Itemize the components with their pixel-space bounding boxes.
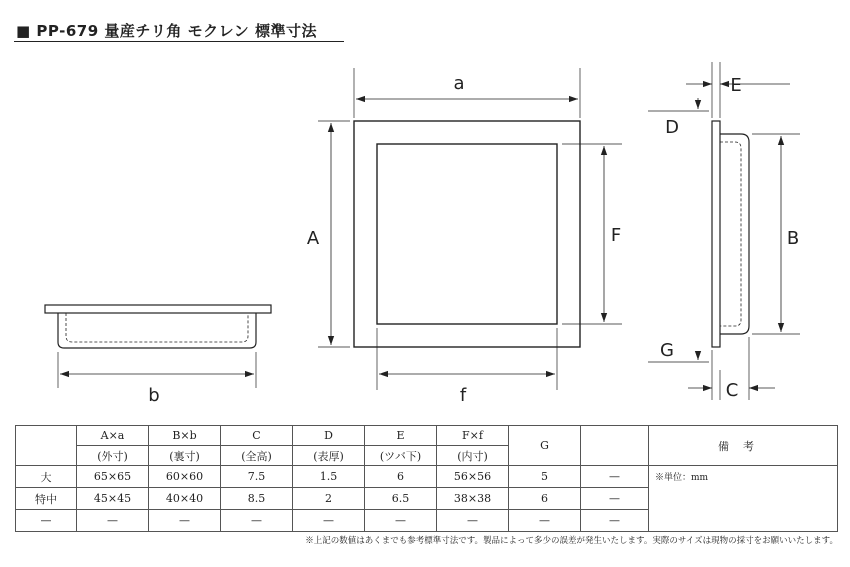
table-cell: 40×40 <box>149 488 221 510</box>
header-cell: B×b <box>149 426 221 446</box>
table-cell: 2 <box>293 488 365 510</box>
dim-label-C: C <box>725 380 739 401</box>
table-cell: 45×45 <box>77 488 149 510</box>
header-cell: E <box>365 426 437 446</box>
table-cell: — <box>221 510 293 532</box>
table-cell: 1.5 <box>293 466 365 488</box>
header-cell: D <box>293 426 365 446</box>
table-cell: 60×60 <box>149 466 221 488</box>
table-cell: — <box>16 510 77 532</box>
profile-view-bottom <box>45 305 271 388</box>
dim-label-D: D <box>665 117 679 138</box>
table-cell: 56×56 <box>437 466 509 488</box>
header-subcell: (表厚) <box>293 446 365 466</box>
dim-label-B: B <box>786 228 800 249</box>
table-cell: 8.5 <box>221 488 293 510</box>
dim-label-E: E <box>730 75 742 96</box>
footnote: ※上記の数値はあくまでも参考標準寸法です。製品によって多少の誤差が発生いたします。実際のサイズは現物の採寸をお願いいたします。 <box>305 536 838 546</box>
dim-label-b: b <box>148 385 160 406</box>
table-cell: — <box>365 510 437 532</box>
header-subcell: (外寸) <box>77 446 149 466</box>
table-cell: — <box>437 510 509 532</box>
table-cell: 大 <box>16 466 77 488</box>
page-title: ■ PP-679 量産チリ角 モクレン 標準寸法 <box>16 22 317 40</box>
table-cell: — <box>293 510 365 532</box>
header-cell <box>581 426 649 466</box>
dim-label-A: A <box>306 228 320 249</box>
remarks-header: 備考 <box>649 426 838 466</box>
dim-label-f: f <box>459 385 467 406</box>
table-cell: 特中 <box>16 488 77 510</box>
table-cell: 7.5 <box>221 466 293 488</box>
dim-label-F: F <box>610 225 622 246</box>
table-cell: 6.5 <box>365 488 437 510</box>
table-cell: — <box>581 488 649 510</box>
header-subcell: (全高) <box>221 446 293 466</box>
header-cell: F×f <box>437 426 509 446</box>
table-cell: 65×65 <box>77 466 149 488</box>
header-cell: C <box>221 426 293 446</box>
dimension-table <box>15 425 838 532</box>
table-header-row <box>16 426 838 446</box>
table-cell: — <box>581 466 649 488</box>
table-cell: — <box>509 510 581 532</box>
table-cell: 38×38 <box>437 488 509 510</box>
inner-opening <box>377 144 557 324</box>
dim-label-a: a <box>453 73 465 94</box>
table-cell: — <box>77 510 149 532</box>
table-cell: 5 <box>509 466 581 488</box>
header-subcell: (内寸) <box>437 446 509 466</box>
header-cell <box>16 426 77 466</box>
dim-label-G: G <box>660 340 674 361</box>
table-cell: 6 <box>365 466 437 488</box>
header-cell: G <box>509 426 581 466</box>
header-subcell: (裏寸) <box>149 446 221 466</box>
header-subcell: (ツバ下) <box>365 446 437 466</box>
table-cell: — <box>581 510 649 532</box>
front-view <box>318 68 622 390</box>
header-cell: A×a <box>77 426 149 446</box>
remarks-note: ※単位：mm <box>649 466 838 532</box>
table-cell: 6 <box>509 488 581 510</box>
table-cell: — <box>149 510 221 532</box>
outer-frame <box>354 121 580 347</box>
table-row <box>16 466 838 488</box>
